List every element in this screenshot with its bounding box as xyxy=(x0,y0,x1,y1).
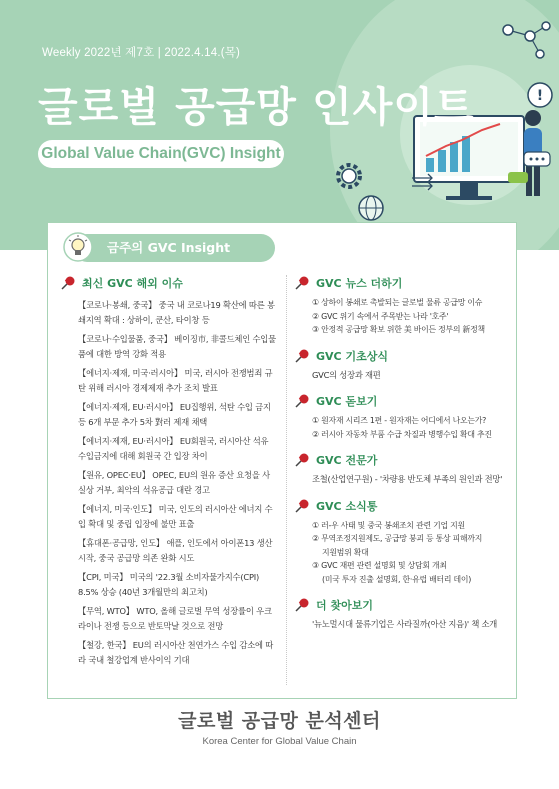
section-title: GVC 기초상식 xyxy=(316,349,388,363)
gear-icon xyxy=(338,165,360,187)
issue-item: 【에너지·제재, EU·러시아】 EU집행위, 석탄 수입 금지 등 6개 부문 추가 5차 對러 제재 채택 xyxy=(78,402,271,427)
right-section xyxy=(294,347,508,383)
section-line: ② 무역조정지원제도, 공급망 붕괴 등 통상 피해까지 xyxy=(312,534,483,543)
right-section xyxy=(294,274,508,337)
section-body xyxy=(294,414,508,441)
section-heading xyxy=(294,596,508,614)
page-subtitle: Global Value Chain(GVC) Insight xyxy=(38,140,284,168)
section-body xyxy=(294,519,508,587)
page-title: 글로벌 공급망 인사이트 xyxy=(38,83,475,131)
section-line: 지원범위 확대 xyxy=(322,547,369,557)
issue-list xyxy=(60,298,276,667)
right-section xyxy=(294,596,508,632)
section-body xyxy=(294,618,508,632)
issue-info: Weekly 2022년 제7호 | 2022.4.14.(목) xyxy=(42,47,241,59)
lightbulb-icon xyxy=(63,232,93,262)
issue-item: 【코로나·수입물품, 중국】 베이징市, 非콜드체인 수입물품에 대한 방역 강화 적용 xyxy=(78,334,276,359)
issue-item: 【CPI, 미국】 미국의 '22.3월 소비자물가지수(CPI) 8.5% 상승 (40년 3개월만의 최고치) xyxy=(78,572,260,597)
pushpin-icon xyxy=(294,498,310,514)
section-heading xyxy=(294,392,508,410)
section-line: ① 러-우 사태 및 중국 봉쇄조치 관련 기업 지원 xyxy=(312,520,465,530)
section-line: ① 원자재 시리즈 1편 - 원자재는 어디에서 나오는가? xyxy=(312,416,487,425)
section-title: GVC 뉴스 더하기 xyxy=(316,277,403,290)
section-line: GVC의 성장과 재편 xyxy=(312,369,381,380)
section-line: ② 러시아 자동차 부품 수급 차질과 병행수입 확대 추진 xyxy=(312,429,492,439)
section-title: 더 찾아보기 xyxy=(316,599,373,612)
right-column xyxy=(294,274,508,642)
pushpin-icon xyxy=(60,275,76,291)
issue-item: 【코로나·봉쇄, 중국】 중국 내 코로나19 확산에 따른 봉쇄지역 확대 : 상하이, 쿤산, 타이창 등 xyxy=(78,300,275,325)
globe-icon xyxy=(359,196,383,220)
section-title: GVC 전문가 xyxy=(316,454,378,467)
section-line: '뉴노멀시대 물류기업은 사라질까(아산 지음)' 책 소개 xyxy=(312,619,498,629)
section-line: ③ 안정적 공급망 확보 위한 美 바이든 정부의 新정책 xyxy=(312,325,485,334)
section-heading xyxy=(294,497,508,515)
issue-item: 【원유, OPEC·EU】 OPEC, EU의 원유 증산 요청을 사실상 거부, 최악의 석유공급 대란 경고 xyxy=(78,470,270,495)
section-heading xyxy=(294,451,508,469)
section-heading xyxy=(294,347,508,365)
pushpin-icon xyxy=(294,452,310,468)
section-heading xyxy=(60,274,276,292)
pushpin-icon xyxy=(294,393,310,409)
section-body xyxy=(294,369,508,383)
issue-item: 【휴대폰·공급망, 인도】 애플, 인도에서 아이폰13 생산 시작, 중국 공급망 의존 완화 시도 xyxy=(78,538,273,563)
org-name: 글로벌 공급망 분석센터 xyxy=(178,710,381,732)
right-section xyxy=(294,451,508,487)
left-column xyxy=(60,274,276,672)
section-line: ② GVC 위기 속에서 주목받는 나라 '호주' xyxy=(312,311,449,321)
section-line: (미국 투자 진출 설명회, 한·유럽 배터리 데이) xyxy=(322,574,472,584)
network-icon xyxy=(503,22,550,58)
section-line: 조철(산업연구원) - '차량용 반도체 부족의 원인과 전망' xyxy=(312,474,503,484)
section-body xyxy=(294,296,508,337)
svg-text:!: ! xyxy=(536,88,544,104)
issue-item: 【무역, WTO】 WTO, 올해 글로벌 무역 성장률이 우크라이나 전쟁 등으로 반토막날 것으로 전망 xyxy=(78,606,272,631)
section-title: GVC 소식통 xyxy=(316,499,378,513)
alert-bubble-icon xyxy=(528,83,552,107)
insight-label: 금주의 GVC Insight xyxy=(73,234,275,262)
pushpin-icon xyxy=(294,597,310,613)
issue-item: 【에너지·제재, 미국·러시아】 미국, 러시아 전쟁범죄 규탄 위해 러시아 경제제재 추가 조치 발표 xyxy=(78,368,273,393)
issue-item: 【철강, 한국】 EU의 러시아산 천연가스 수입 감소에 따라 국내 철강업계 반사이익 기대 xyxy=(78,640,274,665)
section-title: 최신 GVC 해외 이슈 xyxy=(82,277,183,290)
pushpin-icon xyxy=(294,275,310,291)
pushpin-icon xyxy=(294,348,310,364)
right-section xyxy=(294,392,508,441)
section-body xyxy=(294,473,508,487)
section-line: ③ GVC 재편 관련 설명회 및 상담회 개최 xyxy=(312,561,447,570)
right-section xyxy=(294,497,508,587)
section-heading xyxy=(294,274,508,292)
section-title: GVC 돋보기 xyxy=(316,395,378,408)
issue-item: 【에너지·제재, EU·러시아】 EU회원국, 러시아산 석유 수입금지에 대해 회원국 간 입장 차이 xyxy=(78,436,269,461)
section-line: ① 상하이 봉쇄로 촉발되는 글로벌 물류 공급망 이슈 xyxy=(312,298,483,307)
issue-item: 【에너지, 미국·인도】 미국, 인도의 러시아산 에너지 수입 확대 및 중립 입장에 불만 표출 xyxy=(78,504,273,529)
column-divider xyxy=(286,275,287,685)
org-name-english: Korea Center for Global Value Chain xyxy=(202,736,357,747)
